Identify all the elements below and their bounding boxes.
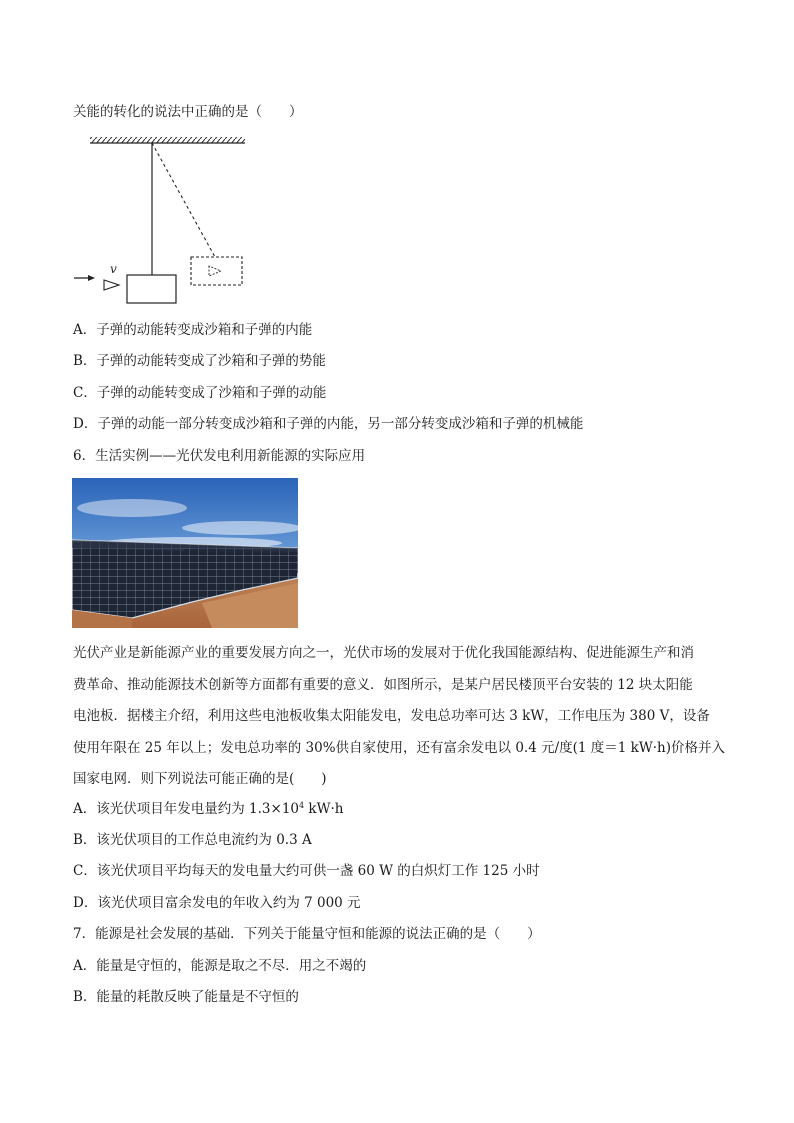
q6-option-a-text: A．该光伏项目年发电量约为 1.3×10 [73, 801, 299, 817]
q6-para-line: 费革命、推动能源技术创新等方面都有重要的意义．如图所示，是某户居民楼顶平台安装的 12 块太阳能 [73, 676, 693, 693]
q5-option-b: B．子弹的动能转变成了沙箱和子弹的势能 [73, 353, 326, 369]
ceiling-hatch [90, 137, 245, 143]
swung-string-dashed [152, 143, 215, 257]
q6-option-a-exponent: 4 [299, 801, 305, 810]
bullet-in-sandbox-icon [209, 266, 221, 276]
q6-para-line: 光伏产业是新能源产业的重要发展方向之一，光伏市场的发展对于优化我国能源结构、促进能源生产和消 [73, 645, 694, 661]
q5-option-c: C．子弹的动能转变成了沙箱和子弹的动能 [73, 385, 327, 401]
bullet-icon [104, 280, 119, 290]
q7-option-a: A．能量是守恒的，能源是取之不尽．用之不竭的 [73, 958, 367, 974]
velocity-arrow-head [88, 275, 95, 281]
q6-option-d: D．该光伏项目富余发电的年收入约为 7 000 元 [73, 895, 361, 911]
q7-option-b: B．能量的耗散反映了能量是不守恒的 [73, 989, 299, 1005]
velocity-label: v [110, 262, 117, 276]
q6-para-line: 使用年限在 25 年以上；发电总功率的 30%供自家使用，还有富余发电以 0.4 元/度(1 度＝1 kW·h)价格并入 [73, 739, 725, 756]
q6-option-c: C．该光伏项目平均每天的发电量大约可供一盏 60 W 的白炽灯工作 125 小时 [73, 863, 540, 879]
q6-option-a [73, 800, 343, 818]
q5-stem: 关能的转化的说法中正确的是（ ） [73, 104, 303, 120]
sandbox [127, 275, 176, 303]
pendulum-sandbox-figure [70, 133, 260, 305]
q7-title: 7．能源是社会发展的基础．下列关于能量守恒和能源的说法正确的是（ ） [73, 926, 541, 942]
sandbox-swung [191, 257, 242, 285]
q6-paragraph [73, 638, 723, 796]
q5-option-a: A．子弹的动能转变成沙箱和子弹的内能 [73, 322, 313, 338]
q6-option-a-unit: kW·h [304, 801, 344, 817]
q6-para-line: 电池板．据楼主介绍，利用这些电池板收集太阳能发电，发电总功率可达 3 kW，工作电压为 380 V，设备 [73, 708, 710, 724]
q6-title: 6．生活实例——光伏发电利用新能源的实际应用 [73, 448, 366, 464]
q5-option-d: D．子弹的动能一部分转变成沙箱和子弹的内能，另一部分转变成沙箱和子弹的机械能 [73, 416, 584, 432]
q6-para-line: 国家电网．则下列说法可能正确的是( ) [73, 771, 327, 787]
q6-option-b: B．该光伏项目的工作总电流约为 0.3 A [73, 832, 312, 848]
solar-panels-photo [72, 478, 298, 628]
